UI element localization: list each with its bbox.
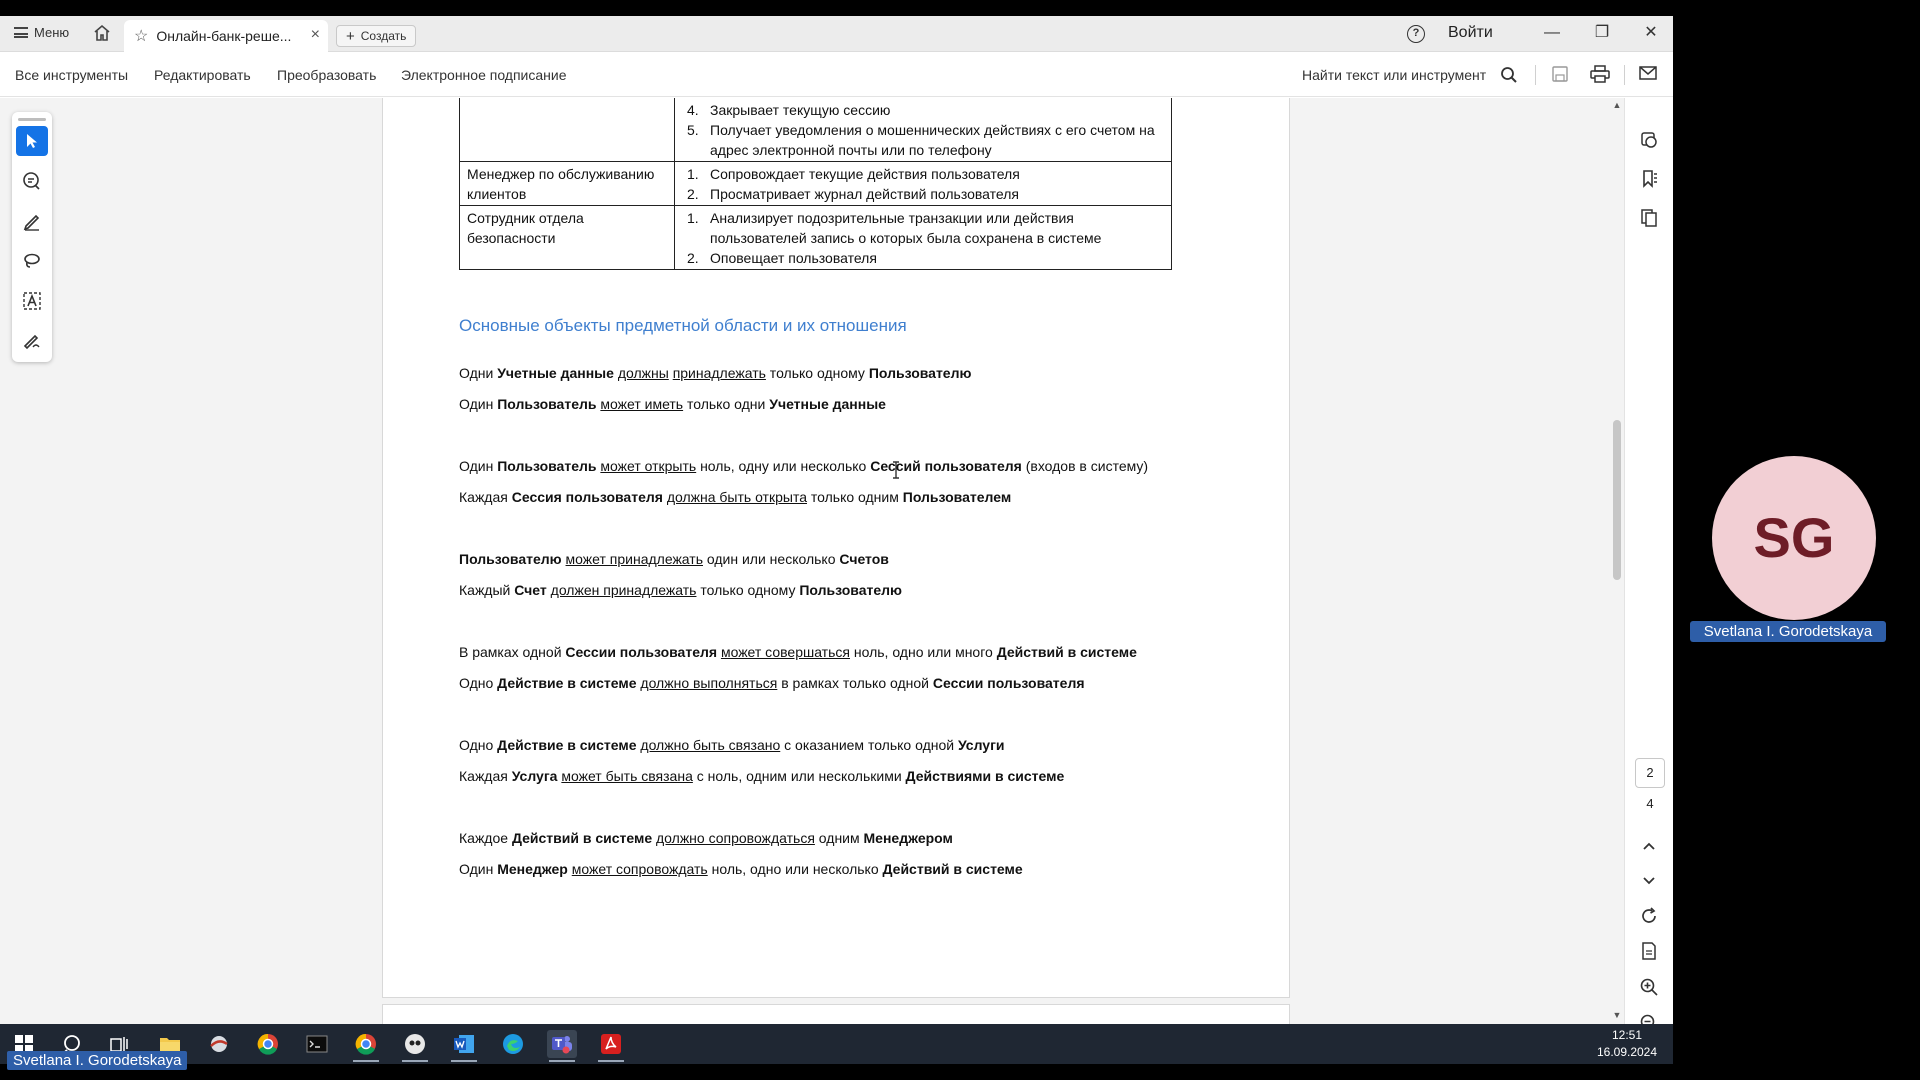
- scroll-down-arrow-icon[interactable]: ▼: [1612, 1010, 1622, 1020]
- zoom-out-icon[interactable]: [1639, 1013, 1659, 1024]
- tools-bar: [0, 53, 1673, 97]
- help-icon[interactable]: ?: [1407, 25, 1425, 43]
- actions-cell: [675, 98, 1172, 162]
- relation-verb: должно выполняться: [640, 675, 778, 691]
- participant-name-tag: Svetlana I. Gorodetskaya: [1690, 621, 1886, 642]
- entity-term: Пользователь: [497, 396, 597, 412]
- total-pages-label: 4: [1646, 796, 1654, 811]
- system-clock[interactable]: [1592, 1027, 1662, 1061]
- edge-icon: [502, 1033, 524, 1055]
- actions-cell: [675, 162, 1172, 206]
- scroll-up-arrow-icon[interactable]: ▲: [1612, 100, 1622, 110]
- pdf-next-page: [382, 1004, 1290, 1024]
- relation-text: ноль, одну или несколько: [696, 458, 871, 474]
- entity-term: Менеджером: [863, 830, 953, 846]
- relation-line: [459, 489, 1011, 505]
- entity-term: Учетные данные: [497, 365, 614, 381]
- entity-term: Услуга: [511, 768, 558, 784]
- chrome-icon: [355, 1033, 377, 1055]
- plus-icon: +: [346, 27, 355, 45]
- relation-verb: должно сопровождаться: [656, 830, 815, 846]
- star-icon[interactable]: ☆: [134, 28, 149, 45]
- relation-text: один или несколько: [703, 551, 840, 567]
- taskbar-teams[interactable]: [547, 1030, 577, 1058]
- relation-text: Каждая: [459, 489, 512, 505]
- taskbar-terminal[interactable]: [302, 1030, 332, 1058]
- entity-term: Сессии пользователя: [565, 644, 718, 660]
- role-cell: [460, 98, 675, 162]
- relation-line: [459, 861, 1023, 877]
- relation-text: Один: [459, 396, 498, 412]
- menu-all-tools[interactable]: Все инструменты: [15, 67, 129, 83]
- home-icon[interactable]: [92, 23, 112, 43]
- section-heading: Основные объекты предметной области и их отношения: [459, 316, 907, 335]
- relation-text: с оказанием только одной: [780, 737, 958, 753]
- relation-text: в рамках только одной: [777, 675, 933, 691]
- relation-line: [459, 830, 953, 846]
- entity-term: Пользователем: [902, 489, 1012, 505]
- highlight-tool-button[interactable]: [16, 206, 48, 236]
- scrollbar-thumb[interactable]: [1613, 420, 1621, 580]
- relation-verb: может сопровождать: [571, 861, 708, 877]
- relation-verb: принадлежать: [672, 365, 766, 381]
- previous-page-icon[interactable]: [1639, 836, 1659, 856]
- cloud-app-icon: [207, 1034, 231, 1054]
- close-window-button[interactable]: ✕: [1644, 24, 1658, 41]
- sign-tool-button[interactable]: [16, 326, 48, 356]
- find-tool-input[interactable]: Найти текст или инструмент: [1302, 67, 1487, 83]
- save-icon[interactable]: [1551, 65, 1569, 83]
- entity-term: Пользователю: [799, 582, 902, 598]
- relation-line: [459, 644, 1137, 660]
- relation-line: [459, 737, 1005, 753]
- action-item: 1. Сопровождает текущие действия пользователя: [687, 166, 1020, 182]
- role-cell: Менеджер по обслуживанию клиентов: [460, 162, 675, 206]
- relation-text: Каждое: [459, 830, 512, 846]
- role-cell: Сотрудник отдела безопасности: [460, 206, 675, 270]
- current-page-field[interactable]: 2: [1635, 758, 1665, 788]
- relation-verb: может открыть: [600, 458, 697, 474]
- relation-verb: должна быть открыта: [666, 489, 807, 505]
- relation-line: [459, 365, 971, 381]
- create-label: Создать: [360, 29, 407, 43]
- relation-text: (входов в систему): [1021, 458, 1149, 474]
- relation-line: [459, 551, 889, 567]
- create-button[interactable]: [336, 25, 416, 47]
- entity-term: Действие в системе: [497, 737, 637, 753]
- chrome-icon: [257, 1033, 279, 1055]
- relation-verb: должны: [617, 365, 669, 381]
- pdf-page: [382, 98, 1290, 998]
- action-item: 5. Получает уведомления о мошеннических действиях с его счетом на адрес электронной почты или по телефону: [687, 122, 1155, 158]
- hamburger-icon: [14, 27, 28, 38]
- table-row: [460, 162, 1172, 206]
- relation-line: [459, 768, 1064, 784]
- pages-icon[interactable]: [1639, 208, 1659, 228]
- word-icon: [453, 1034, 475, 1054]
- sign-in-button[interactable]: Войти: [1448, 24, 1493, 41]
- table-row: [460, 98, 1172, 162]
- quick-tools-rail: [12, 112, 52, 362]
- text-tool-button[interactable]: [16, 286, 48, 316]
- presenter-name-tag: Svetlana I. Gorodetskaya: [7, 1051, 187, 1070]
- entity-term: Менеджер: [497, 861, 568, 877]
- relation-text: Каждый: [459, 582, 515, 598]
- relation-verb: может принадлежать: [565, 551, 703, 567]
- relation-verb: может иметь: [600, 396, 684, 412]
- entity-term: Сессий пользователя: [870, 458, 1022, 474]
- participant-avatar: SG: [1712, 456, 1876, 620]
- right-side-rail: [1624, 98, 1673, 1024]
- draw-tool-button[interactable]: [16, 246, 48, 276]
- entity-term: Действий в системе: [882, 861, 1023, 877]
- relation-text: ноль, одно или много: [849, 644, 997, 660]
- title-bar: [0, 16, 1673, 52]
- next-page-icon[interactable]: [1639, 870, 1659, 890]
- menu-edit[interactable]: Редактировать: [154, 67, 251, 83]
- menu-e-sign[interactable]: Электронное подписание: [401, 67, 567, 83]
- bookmark-icon[interactable]: [1639, 169, 1659, 189]
- ai-assistant-icon[interactable]: [1639, 130, 1659, 150]
- relation-text: одним: [814, 830, 864, 846]
- relation-line: [459, 675, 1085, 691]
- tab-title: Онлайн-банк-реше...: [156, 28, 292, 44]
- toolbar-divider: [1624, 65, 1625, 85]
- eye-app-icon: [404, 1033, 426, 1055]
- select-tool-button[interactable]: [16, 126, 48, 156]
- mail-icon[interactable]: [1639, 65, 1657, 81]
- clock-time: 12:51: [1611, 1028, 1643, 1042]
- vertical-scrollbar[interactable]: [1610, 98, 1624, 1024]
- text-box-icon: [22, 291, 42, 311]
- text-cursor-icon: [892, 461, 900, 479]
- signature-icon: [22, 331, 42, 351]
- relation-verb: может быть связана: [561, 768, 693, 784]
- comment-icon: [22, 171, 42, 191]
- document-viewport[interactable]: [0, 98, 1610, 1024]
- restore-button[interactable]: ❐: [1594, 24, 1610, 41]
- rail-grip[interactable]: [18, 118, 46, 121]
- taskbar-app-eye[interactable]: [400, 1030, 430, 1058]
- entity-term: Пользователю: [459, 551, 562, 567]
- page-fit-icon[interactable]: [1639, 941, 1659, 961]
- menu-label: Меню: [34, 25, 70, 40]
- relation-line: [459, 458, 1148, 474]
- relation-text: В рамках одной: [459, 644, 566, 660]
- relation-text: Один: [459, 458, 498, 474]
- entity-term: Счет: [514, 582, 547, 598]
- action-item: 2. Просматривает журнал действий пользователя: [687, 186, 1019, 202]
- relation-text: Каждая: [459, 768, 512, 784]
- lasso-icon: [22, 251, 42, 271]
- search-icon[interactable]: [1500, 66, 1518, 84]
- relation-verb: может совершаться: [720, 644, 850, 660]
- comment-tool-button[interactable]: [16, 166, 48, 196]
- entity-term: Действий в системе: [996, 644, 1137, 660]
- acrobat-icon: [600, 1033, 622, 1055]
- taskbar-word[interactable]: [449, 1030, 479, 1058]
- relation-line: [459, 396, 886, 412]
- relation-text: Один: [459, 861, 498, 877]
- rotate-icon[interactable]: [1639, 906, 1659, 926]
- entity-term: Действие в системе: [497, 675, 637, 691]
- relation-text: Одно: [459, 737, 498, 753]
- taskbar-chrome[interactable]: [253, 1030, 283, 1058]
- relation-text: только одному: [696, 582, 800, 598]
- table-row: [460, 206, 1172, 270]
- relation-line: [459, 582, 902, 598]
- relation-verb: должно быть связано: [640, 737, 781, 753]
- zoom-in-icon[interactable]: [1639, 977, 1659, 997]
- entity-term: Услуги: [957, 737, 1005, 753]
- roles-table: [459, 98, 1172, 270]
- print-icon[interactable]: [1590, 65, 1610, 83]
- pen-icon: [22, 211, 42, 231]
- clock-date: 16.09.2024: [1596, 1045, 1658, 1059]
- relation-text: Одно: [459, 675, 498, 691]
- relation-verb: должен принадлежать: [550, 582, 697, 598]
- taskbar-acrobat[interactable]: [596, 1030, 626, 1058]
- entity-term: Пользователь: [497, 458, 597, 474]
- menu-convert[interactable]: Преобразовать: [277, 67, 377, 83]
- entity-term: Учетные данные: [769, 396, 886, 412]
- entity-term: Пользователю: [868, 365, 972, 381]
- entity-term: Действиями в системе: [905, 768, 1065, 784]
- action-item: 2. Оповещает пользователя: [687, 250, 877, 266]
- relation-text: ноль, одно или несколько: [707, 861, 883, 877]
- relation-text: только одни: [683, 396, 770, 412]
- toolbar-divider: [1535, 65, 1536, 85]
- minimize-button[interactable]: —: [1544, 24, 1560, 41]
- taskbar-edge[interactable]: [498, 1030, 528, 1058]
- document-tab[interactable]: [124, 20, 328, 52]
- windows-taskbar: [0, 1024, 1673, 1064]
- relation-text: с ноль, одним или несколькими: [692, 768, 906, 784]
- relation-text: только одному: [765, 365, 869, 381]
- cursor-arrow-icon: [24, 133, 40, 149]
- entity-term: Сессии пользователя: [932, 675, 1085, 691]
- entity-term: Сессия пользователя: [511, 489, 663, 505]
- action-item: 1. Анализирует подозрительные транзакции или действия пользователей запись о которых была сохранена в системе: [687, 210, 1102, 246]
- taskbar-app-cloud[interactable]: [204, 1030, 234, 1058]
- teams-icon: [550, 1033, 574, 1055]
- entity-term: Счетов: [839, 551, 889, 567]
- terminal-icon: [306, 1035, 328, 1053]
- menu-button[interactable]: [14, 25, 69, 40]
- acrobat-window: [0, 16, 1673, 1024]
- relation-text: только одним: [806, 489, 903, 505]
- taskbar-chrome-2[interactable]: [351, 1030, 381, 1058]
- action-item: 4. Закрывает текущую сессию: [687, 102, 891, 118]
- relation-text: Одни: [459, 365, 498, 381]
- actions-cell: [675, 206, 1172, 270]
- entity-term: Действий в системе: [511, 830, 653, 846]
- tab-close-icon[interactable]: ×: [310, 26, 320, 43]
